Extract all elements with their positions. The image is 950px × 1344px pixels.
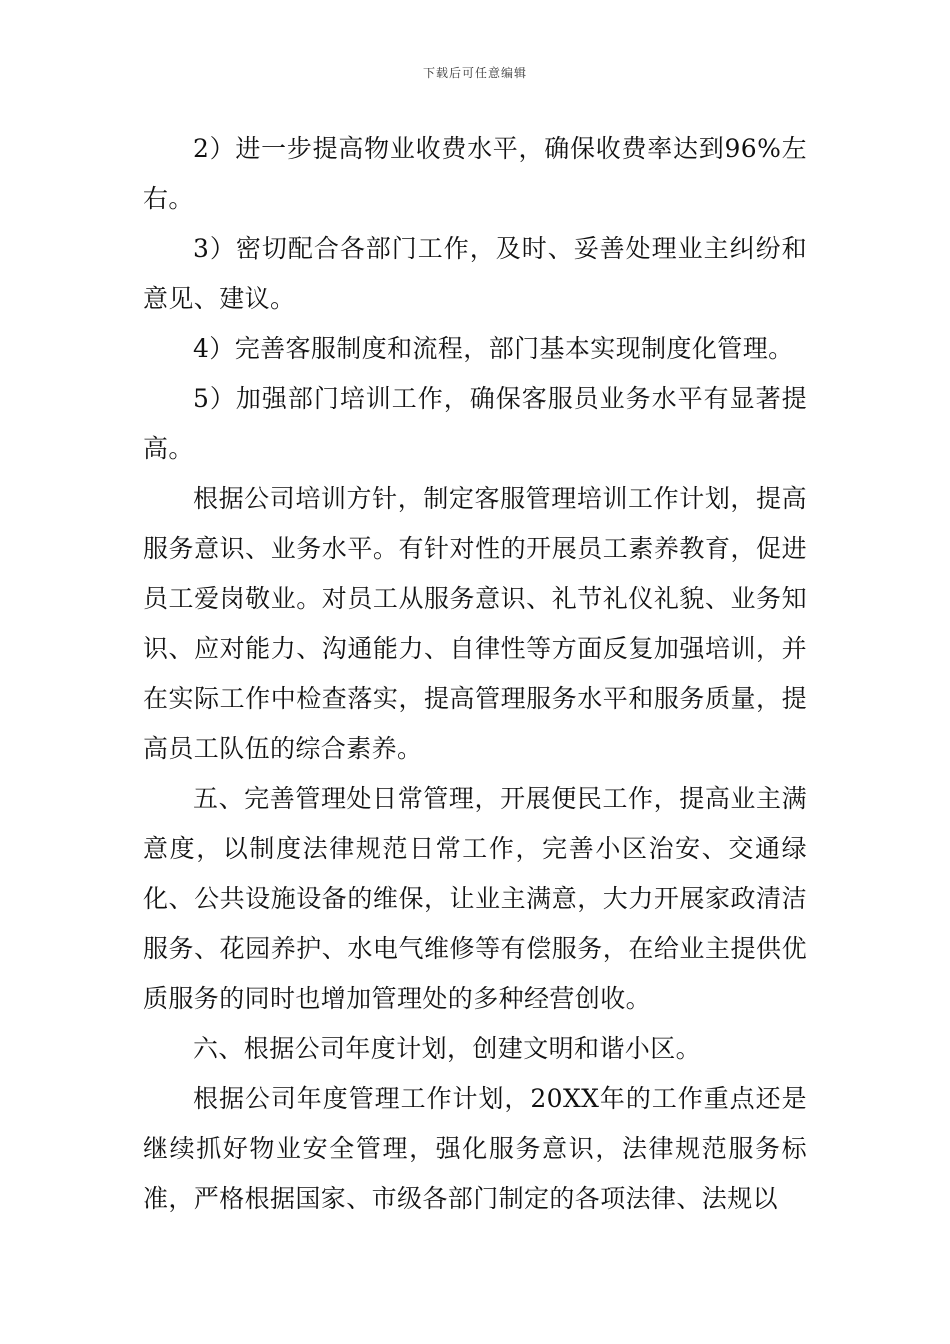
paragraph-item-3: 3）密切配合各部门工作，及时、妥善处理业主纠纷和意见、建议。: [143, 234, 807, 313]
paragraph-annual-plan: 根据公司年度管理工作计划，20XX年的工作重点还是继续抓好物业安全管理，强化服务意识，法律规范服务标准，严格根据国家、市级各部门制定的各项法律、法规以: [143, 1084, 807, 1213]
page-header-note: 下载后可任意编辑: [422, 66, 527, 80]
paragraph-section-six: 六、根据公司年度计划，创建文明和谐小区。: [193, 1034, 702, 1063]
document-body: [143, 124, 807, 1224]
paragraph-item-5: 5）加强部门培训工作，确保客服员业务水平有显著提高。: [143, 384, 807, 463]
paragraph-item-4: 4）完善客服制度和流程，部门基本实现制度化管理。: [193, 334, 794, 363]
paragraph-training: 根据公司培训方针，制定客服管理培训工作计划，提高服务意识、业务水平。有针对性的开展员工素养教育，促进员工爱岗敬业。对员工从服务意识、礼节礼仪礼貌、业务知识、应对能力、沟通能力、自律性等方面反复加强培训，并在实际工作中检查落实，提高管理服务水平和服务质量，提高员工队伍的综合素养。: [143, 484, 807, 763]
paragraph-item-2: 2）进一步提高物业收费水平，确保收费率达到96%左右。: [143, 134, 807, 213]
paragraph-section-five: 五、完善管理处日常管理，开展便民工作，提高业主满意度，以制度法律规范日常工作，完善小区治安、交通绿化、公共设施设备的维保，让业主满意，大力开展家政清洁服务、花园养护、水电气维修等有偿服务，在给业主提供优质服务的同时也增加管理处的多种经营创收。: [143, 784, 807, 1013]
